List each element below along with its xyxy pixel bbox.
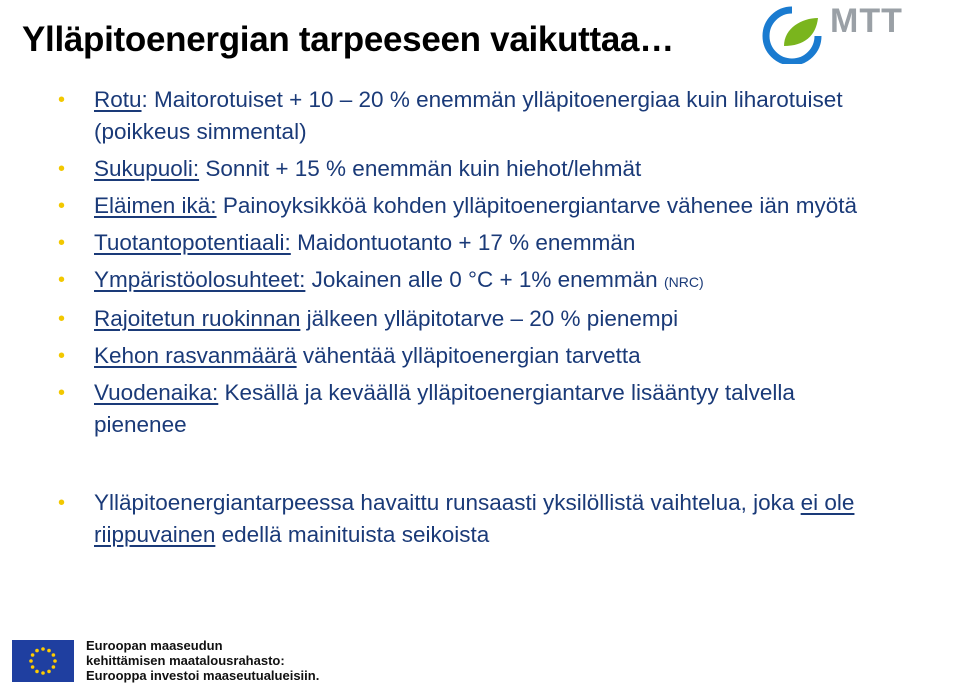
bullet-text: Painoyksikköä kohden ylläpitoenergiantarve vähenee iän myötä — [216, 193, 857, 218]
bullet-lead: Vuodenaika: — [94, 380, 219, 405]
bullet-item-elaimen-ika — [58, 190, 858, 222]
bullet-item-vuodenaika — [58, 377, 858, 441]
bullet-dot-icon: • — [58, 492, 66, 514]
bullet-text: Kesällä ja keväällä ylläpitoenergiantarve lisääntyy talvella pienenee — [94, 380, 795, 437]
bullet-note: (NRC) — [663, 274, 704, 290]
bullet-text: Jokainen alle 0 °C + 1% enemmän — [305, 267, 664, 292]
bullet-lead: Kehon rasvanmäärä — [94, 343, 297, 368]
bullet-lead: Rotu — [94, 87, 142, 112]
bullet-item-sukupuoli — [58, 153, 858, 185]
bullet-spacer — [58, 446, 858, 482]
bullet-lead: Rajoitetun ruokinnan — [94, 306, 301, 331]
summary-underlined: ei ole riippuvainen — [94, 490, 855, 547]
bullet-lead: Tuotantopotentiaali: — [94, 230, 291, 255]
bullet-dot-icon: • — [58, 158, 66, 180]
bullet-item-ymparistoolosuhteet — [58, 264, 858, 298]
summary-post: edellä mainituista seikoista — [215, 522, 490, 547]
bullet-item-tuotantopotentiaali — [58, 227, 858, 259]
bullet-text: Maitorotuiset + 10 – 20 % enemmän ylläpitoenergiaa kuin liharotuiset (poikkeus simmental) — [94, 87, 843, 144]
eu-footer-text — [86, 638, 319, 683]
bullet-item-summary — [58, 487, 858, 551]
bullet-item-rajoitettu-ruokinta — [58, 303, 858, 335]
bullet-item-rotu — [58, 84, 858, 148]
bullet-lead: Ympäristöolosuhteet: — [94, 267, 306, 292]
slide-title: Ylläpitoenergian tarpeeseen vaikuttaa… — [22, 20, 674, 59]
footer-line-1: Euroopan maaseudun — [86, 638, 223, 653]
footer-line-3: Eurooppa investoi maaseutualueisiin. — [86, 668, 320, 683]
bullet-text: vähentää ylläpitoenergian tarvetta — [296, 343, 641, 368]
footer-line-2: kehittämisen maatalousrahasto: — [86, 653, 285, 668]
bullet-dot-icon: • — [58, 269, 66, 291]
bullet-dot-icon: • — [58, 232, 66, 254]
bullet-dot-icon: • — [58, 89, 66, 111]
eu-flag-icon — [12, 640, 74, 682]
bullet-dot-icon: • — [58, 195, 66, 217]
bullet-item-kehon-rasvanmaara — [58, 340, 858, 372]
bullet-dot-icon: • — [58, 308, 66, 330]
summary-pre: Ylläpitoenergiantarpeessa havaittu runsaasti yksilöllistä vaihtelua, joka — [94, 490, 801, 515]
bullet-text: Maidontuotanto + 17 % enemmän — [290, 230, 636, 255]
bullet-sep: : — [141, 87, 148, 112]
bullet-text: jälkeen ylläpitotarve – 20 % pienempi — [300, 306, 679, 331]
bullet-list — [58, 84, 858, 556]
mtt-logo-text: MTT — [830, 2, 903, 40]
bullet-text: Sonnit + 15 % enemmän kuin hiehot/lehmät — [199, 156, 642, 181]
bullet-dot-icon: • — [58, 382, 66, 404]
bullet-lead: Eläimen ikä: — [94, 193, 217, 218]
bullet-dot-icon: • — [58, 345, 66, 367]
bullet-lead: Sukupuoli: — [94, 156, 200, 181]
